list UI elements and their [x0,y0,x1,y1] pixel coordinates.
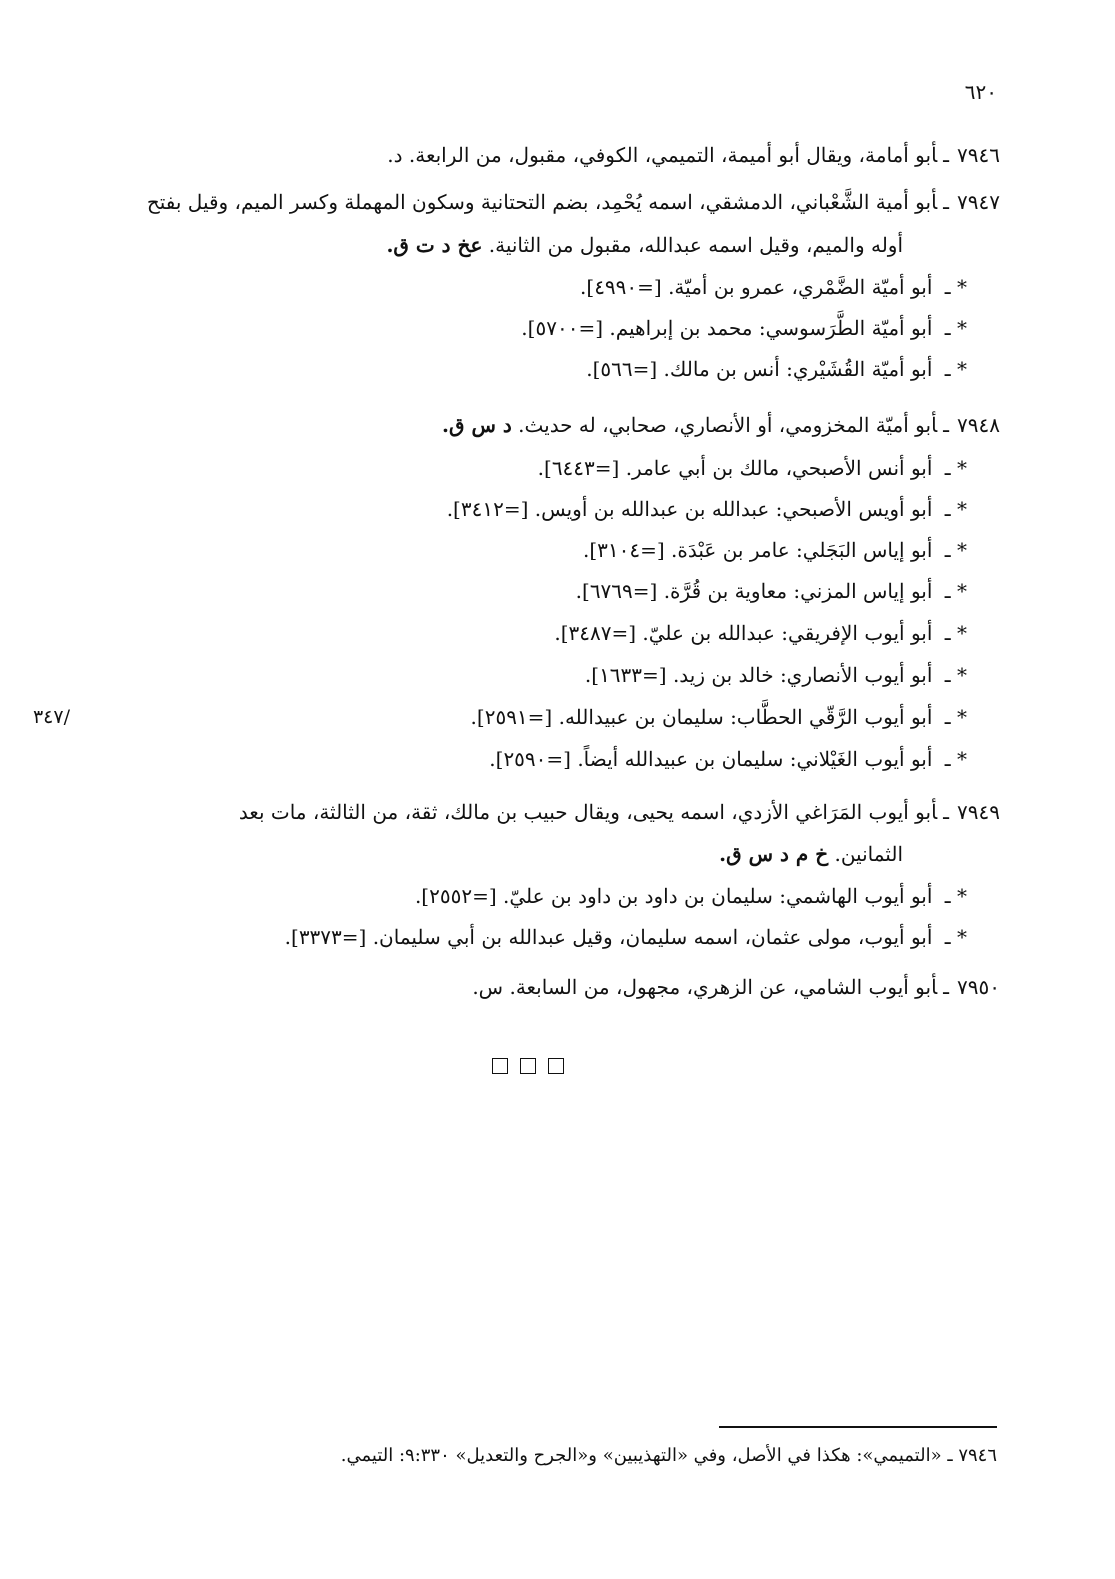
cross-ref-text: أبو أنس الأصبحي، مالك بن أبي عامر. [=٦٤٤٣]. [537,456,933,480]
entry-7947-line1: ٧٩٤٧ـأبو أمية الشَّعْباني، الدمشقي، اسمه يُحْمِد، بضم التحتانية وسكون المهملة وكسر الميم، وقيل بفتح [147,187,1000,217]
cross-ref-text: أبو أميّة الطَّرَسوسي: محمد بن إبراهيم. [=٥٧٠٠]. [521,316,933,340]
entry-7949-line2 [719,839,903,869]
cross-ref: * ـ أبو أيوب الإفريقي: عبدالله بن عليّ. [=٣٤٨٧]. [554,621,967,645]
cross-ref-text: أبو إياس البَجَلي: عامر بن عَبْدَة. [=٣١٠٤]. [582,538,933,562]
entry-number: ٧٩٤٨ [957,413,1000,437]
cross-ref: * ـ أبو أميّة الضَّمْري، عمرو بن أميّة. [=٤٩٩٠]. [580,275,967,299]
entry-7947-line2 [386,230,903,260]
star-bullet: * [957,579,967,603]
margin-note: /٣٤٧ [32,706,70,728]
square-icon [520,1058,536,1074]
section-end-ornament [492,1058,576,1078]
entry-number: ٧٩٤٧ [957,190,1000,214]
star-bullet: * [957,456,967,480]
entry-text: أبو أميّة المخزومي، أو الأنصاري، صحابي، له حديث. [518,413,938,437]
cross-ref: * ـ أبو إياس المزني: معاوية بن قُرَّة. [=٦٧٦٩]. [575,579,967,603]
cross-ref-text: أبو أيوب الإفريقي: عبدالله بن عليّ. [=٣٤٨٧]. [554,621,933,645]
cross-ref-text: أبو أميّة القُشَيْري: أنس بن مالك. [=٥٦٦]. [586,357,933,381]
star-bullet: * [957,316,967,340]
cross-ref: * ـ أبو أيوب، مولى عثمان، اسمه سليمان، وقيل عبدالله بن أبي سليمان. [=٣٣٧٣]. [284,925,967,949]
entry-7948: ٧٩٤٨ـأبو أميّة المخزومي، أو الأنصاري، صحابي، له حديث. د س ق. [442,410,1000,440]
cross-ref-text: أبو أميّة الضَّمْري، عمرو بن أميّة. [=٤٩٩٠]. [580,275,933,299]
sigla: عخ د ت ق. [386,233,483,257]
entry-text: الثمانين. [834,842,903,866]
entry-text: أبو أمامة، ويقال أبو أميمة، التميمي، الكوفي، مقبول، من الرابعة. د. [387,143,938,167]
entry-7950: ٧٩٥٠ـأبو أيوب الشامي، عن الزهري، مجهول، من السابعة. س. [472,972,1000,1002]
cross-ref: * ـ أبو أنس الأصبحي، مالك بن أبي عامر. [=٦٤٤٣]. [537,456,967,480]
cross-ref-text: أبو أويس الأصبحي: عبدالله بن عبدالله بن أويس. [=٣٤١٢]. [446,497,933,521]
entry-text: أبو أيوب المَرَاغي الأزدي، اسمه يحيى، ويقال حبيب بن مالك، ثقة، من الثالثة، مات بعد [238,800,938,824]
star-bullet: * [957,884,967,908]
cross-ref-text: أبو أيوب، مولى عثمان، اسمه سليمان، وقيل عبدالله بن أبي سليمان. [=٣٣٧٣]. [284,925,933,949]
star-bullet: * [957,621,967,645]
square-icon [492,1058,508,1074]
cross-ref: * ـ أبو أيوب الغَيْلاني: سليمان بن عبيدالله أيضاً. [=٢٥٩٠]. [489,747,967,771]
entry-7949-line1: ٧٩٤٩ـأبو أيوب المَرَاغي الأزدي، اسمه يحيى، ويقال حبيب بن مالك، ثقة، من الثالثة، مات بعد [239,797,1000,827]
star-bullet: * [957,275,967,299]
sigla: د س ق. [442,413,512,437]
entry-7946: ٧٩٤٦ـأبو أمامة، ويقال أبو أميمة، التميمي، الكوفي، مقبول، من الرابعة. د. [387,140,1000,170]
footnote: ٧٩٤٦ ـ «التميمي»: هكذا في الأصل، وفي «التهذيبين» و«الجرح والتعديل» ٩:٣٣٠: التيمي. [340,1445,997,1466]
star-bullet: * [957,925,967,949]
star-bullet: * [957,538,967,562]
entry-text: أبو أمية الشَّعْباني، الدمشقي، اسمه يُحْمِد، بضم التحتانية وسكون المهملة وكسر الميم، وقيل بفتح [146,190,938,214]
cross-ref-text: أبو أيوب الغَيْلاني: سليمان بن عبيدالله أيضاً. [=٢٥٩٠]. [489,747,933,771]
star-bullet: * [957,357,967,381]
cross-ref: * ـ أبو أويس الأصبحي: عبدالله بن عبدالله بن أويس. [=٣٤١٢]. [446,497,967,521]
cross-ref-text: أبو أيوب الأنصاري: خالد بن زيد. [=١٦٣٣]. [584,663,933,687]
square-icon [548,1058,564,1074]
cross-ref-text: أبو أيوب الهاشمي: سليمان بن داود بن داود بن عليّ. [=٢٥٥٢]. [414,884,933,908]
cross-ref-text: أبو إياس المزني: معاوية بن قُرَّة. [=٦٧٦٩]. [575,579,933,603]
page-number: ٦٢٠ [964,80,997,104]
entry-number: ٧٩٤٦ [957,143,1000,167]
cross-ref: * ـ أبو أيوب الرَّقّي الحطَّاب: سليمان بن عبيدالله. [=٢٥٩١]. [470,705,967,729]
star-bullet: * [957,747,967,771]
star-bullet: * [957,663,967,687]
entry-number: ٧٩٤٩ [957,800,1000,824]
entry-number: ٧٩٥٠ [957,975,1000,999]
sigla: خ م د س ق. [719,842,829,866]
entry-text: أبو أيوب الشامي، عن الزهري، مجهول، من السابعة. س. [472,975,938,999]
star-bullet: * [957,705,967,729]
cross-ref-text: أبو أيوب الرَّقّي الحطَّاب: سليمان بن عبيدالله. [=٢٥٩١]. [470,705,933,729]
cross-ref: * ـ أبو أميّة الطَّرَسوسي: محمد بن إبراهيم. [=٥٧٠٠]. [521,316,967,340]
entry-text: أوله والميم، وقيل اسمه عبدالله، مقبول من الثانية. [488,233,903,257]
cross-ref: * ـ أبو أميّة القُشَيْري: أنس بن مالك. [=٥٦٦]. [586,357,967,381]
footnote-rule [719,1426,997,1428]
cross-ref: * ـ أبو إياس البَجَلي: عامر بن عَبْدَة. [=٣١٠٤]. [582,538,967,562]
cross-ref: * ـ أبو أيوب الأنصاري: خالد بن زيد. [=١٦٣٣]. [584,663,967,687]
star-bullet: * [957,497,967,521]
cross-ref: * ـ أبو أيوب الهاشمي: سليمان بن داود بن داود بن عليّ. [=٢٥٥٢]. [414,884,967,908]
